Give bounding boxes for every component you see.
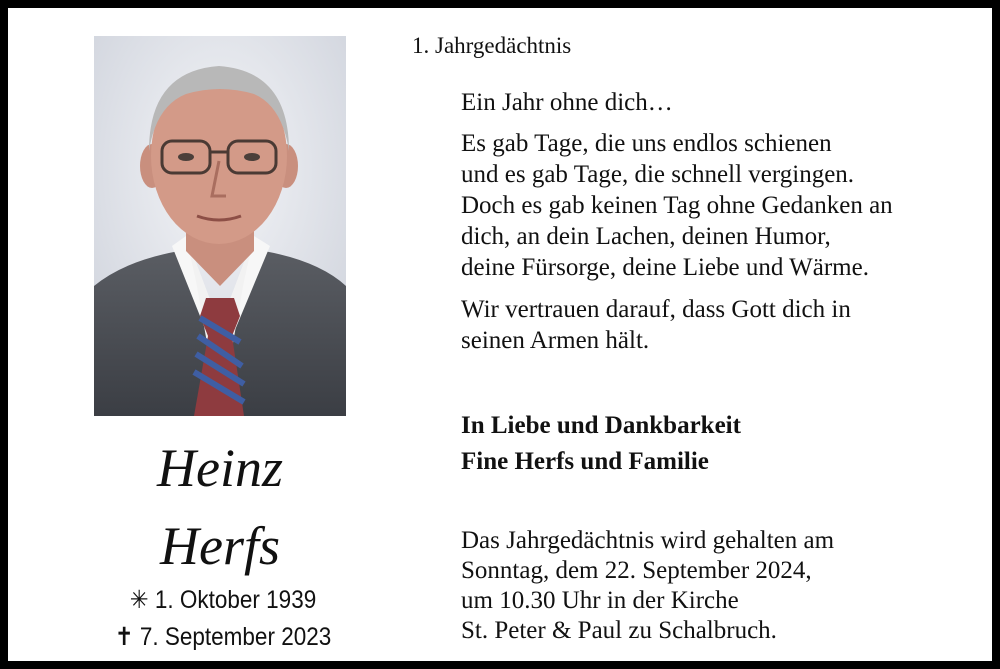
notice-heading: 1. Jahrgedächtnis [412, 33, 572, 58]
death-cross-icon: ✝ [114, 623, 134, 651]
service-line: Sonntag, dem 22. September 2024, [461, 557, 812, 584]
service-line: Das Jahrgedächtnis wird gehalten am [461, 527, 835, 554]
poem-line: Doch es gab keinen Tag ohne Gedanken an [461, 192, 893, 219]
service-line: St. Peter & Paul zu Schalbruch. [461, 617, 777, 644]
death-date [93, 622, 354, 652]
death-date-text: 7. September 2023 [139, 623, 332, 651]
trust-stanza [461, 294, 981, 356]
intro-line [461, 87, 981, 118]
trust-line: Wir vertrauen darauf, dass Gott dich in [461, 296, 851, 323]
poem-stanza [461, 128, 981, 283]
birth-date [93, 585, 354, 615]
trust-line: seinen Armen hält. [461, 327, 650, 354]
birth-star-icon: ✳ [129, 586, 149, 614]
signoff-line: Fine Herfs und Familie [461, 448, 709, 475]
signoff [461, 408, 981, 480]
intro-text: Ein Jahr ohne dich… [461, 89, 673, 116]
birth-date-text: 1. Oktober 1939 [154, 586, 317, 614]
poem-line: dich, an dein Lachen, deinen Humor, [461, 223, 831, 250]
poem-line: deine Fürsorge, deine Liebe und Wärme. [461, 254, 869, 281]
signoff-line: In Liebe und Dankbarkeit [461, 412, 741, 439]
service-info [461, 526, 981, 646]
first-name: Heinz [157, 438, 283, 498]
last-name: Herfs [160, 516, 280, 576]
portrait-photo [94, 36, 346, 416]
poem-line: Es gab Tage, die uns endlos schienen [461, 130, 832, 157]
portrait-illustration [94, 36, 346, 416]
service-line: um 10.30 Uhr in der Kirche [461, 587, 739, 614]
poem-line: und es gab Tage, die schnell vergingen. [461, 161, 855, 188]
